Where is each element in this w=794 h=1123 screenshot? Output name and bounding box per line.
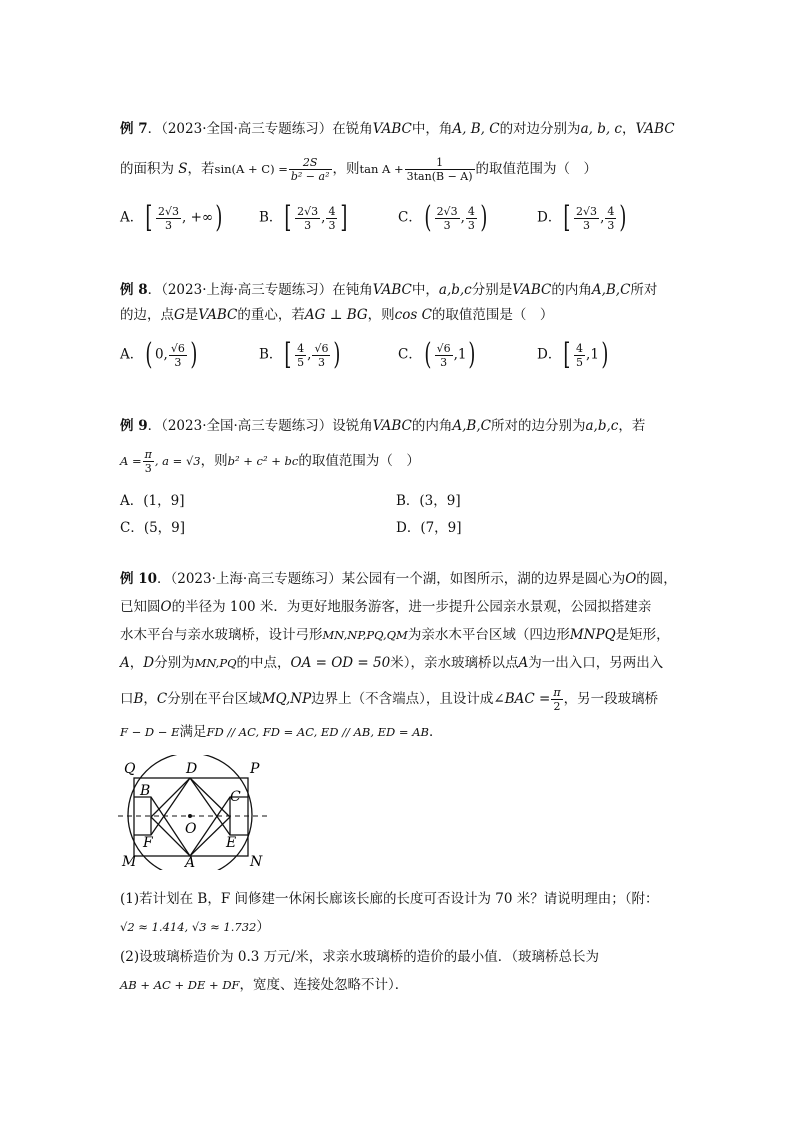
label-c: C <box>230 789 241 805</box>
label-m: M <box>122 854 137 870</box>
ex10-line5: 口B，C分别在平台区域MQ,NP边界上（不含端点），且设计成∠BAC = $\frac{\pi}{2}$ ，另一段玻璃桥 <box>120 686 659 713</box>
ex7-frac1: $\frac{2S}{\text{b² − a²}}$ <box>290 156 330 183</box>
ex10-line4: A，D分别为MN,PQ的中点，OA = OD = 50米），亲水玻璃桥以点A为一出入口，另两出入 <box>120 655 664 671</box>
ex8-line2: 的边，点G是VABC的重心，若AG ⊥ BG，则cos C的取值范围是（ ） <box>120 307 554 323</box>
ex9-option-a[interactable]: A．(1，9] <box>120 493 185 509</box>
ex10-line6: F − D − E满足FD // AC, FD = AC, ED // AB, ED = AB． <box>120 724 443 740</box>
ex8-option-b[interactable]: B．[ $\frac{4}{5}$ , $\frac{√6}{3}$ ) <box>259 337 341 372</box>
ex10-question2: (2)设玻璃桥造价为 0.3 万元/米，求亲水玻璃桥的造价的最小值．（玻璃桥总长为 <box>120 949 599 965</box>
ex9-option-d[interactable]: D．(7，9] <box>396 520 462 536</box>
ex10-question1-cont: √2 ≈ 1.414, √3 ≈ 1.732） <box>120 919 270 935</box>
label-p: P <box>250 761 260 777</box>
ex8-line1: 例 8．（2023·上海·高三专题练习）在钝角VABC中，a,b,c分别是VABC的内角A,B,C所对 <box>120 282 658 298</box>
center-dot <box>188 814 192 818</box>
ex10-line3: 水木平台与亲水玻璃桥，设计弓形MN,NP,PQ,QM为亲水木平台区域（四边形MNPQ是矩形， <box>120 627 670 643</box>
label-b: B <box>140 783 151 799</box>
ex9-option-b[interactable]: B．(3，9] <box>396 493 461 509</box>
ex9-option-c[interactable]: C．(5，9] <box>120 520 186 536</box>
label-a: A <box>185 855 196 870</box>
ex7-option-a[interactable]: A．[ $\frac{2√3}{3}$ , +∞) <box>120 200 223 235</box>
lake-figure <box>110 755 270 870</box>
ex10-question1: (1)若计划在 B，F 间修建一休闲长廊该长廊的长度可否设计为 70 米？请说明理由；（附： <box>120 891 659 907</box>
label-e: E <box>226 835 237 851</box>
ex9-line2: A = $\frac{\pi}{3}$ , a = √3，则b² + c² + bc的取值范围为（ ） <box>120 448 420 475</box>
label-q: Q <box>124 761 136 777</box>
label-f: F <box>143 835 153 851</box>
ex7-option-c[interactable]: C．( $\frac{2√3}{3}$ , $\frac{4}{3}$ ) <box>398 200 488 235</box>
ex8-option-c[interactable]: C．( $\frac{√6}{3}$ ,1) <box>398 337 476 372</box>
ex8-label: 例 8 <box>120 282 148 298</box>
label-d: D <box>186 761 198 777</box>
label-o: O <box>185 821 197 837</box>
ex7-option-d[interactable]: D．[ $\frac{2√3}{3}$ , $\frac{4}{3}$ ) <box>537 200 627 235</box>
ex10-line2: 已知圆O的半径为 100 米．为更好地服务游客，进一步提升公园亲水景观，公园拟搭建亲 <box>120 599 652 615</box>
ex10-line1: 例 10．（2023·上海·高三专题练习）某公园有一个湖，如图所示，湖的边界是圆心为O的圆， <box>120 571 677 587</box>
ex10-label: 例 10 <box>120 571 157 587</box>
ex9-line1: 例 9．（2023·全国·高三专题练习）设锐角VABC的内角A,B,C所对的边分别为a,b,c，若 <box>120 418 646 434</box>
ex7-frac2: $\frac{1}{3\tan(B - A)}$ <box>406 156 473 183</box>
ex8-option-a[interactable]: A．( 0, $\frac{√6}{3}$ ) <box>120 337 198 372</box>
ex7-option-b[interactable]: B．[ $\frac{2√3}{3}$ , $\frac{4}{3}$ ] <box>259 200 348 235</box>
ex7-line2: 的面积为 S，若sin(A + C) = $\frac{2S}{\text{b² − a²}}$ ，则tan A + $\frac{1}{3\tan(B - A)}$ 的取值范围为（ ） <box>120 156 598 183</box>
ex9-label: 例 9 <box>120 418 148 434</box>
ex7-line1: 例 7．（2023·全国·高三专题练习）在锐角VABC中，角A, B, C的对边分别为a, b, c，VABC <box>120 121 675 137</box>
label-n: N <box>250 854 263 870</box>
ex8-option-d[interactable]: D．[ $\frac{4}{5}$ ,1) <box>537 337 609 372</box>
ex10-question2-cont: AB + AC + DE + DF，宽度、连接处忽略不计）． <box>120 977 409 993</box>
ex7-label: 例 7 <box>120 121 148 137</box>
